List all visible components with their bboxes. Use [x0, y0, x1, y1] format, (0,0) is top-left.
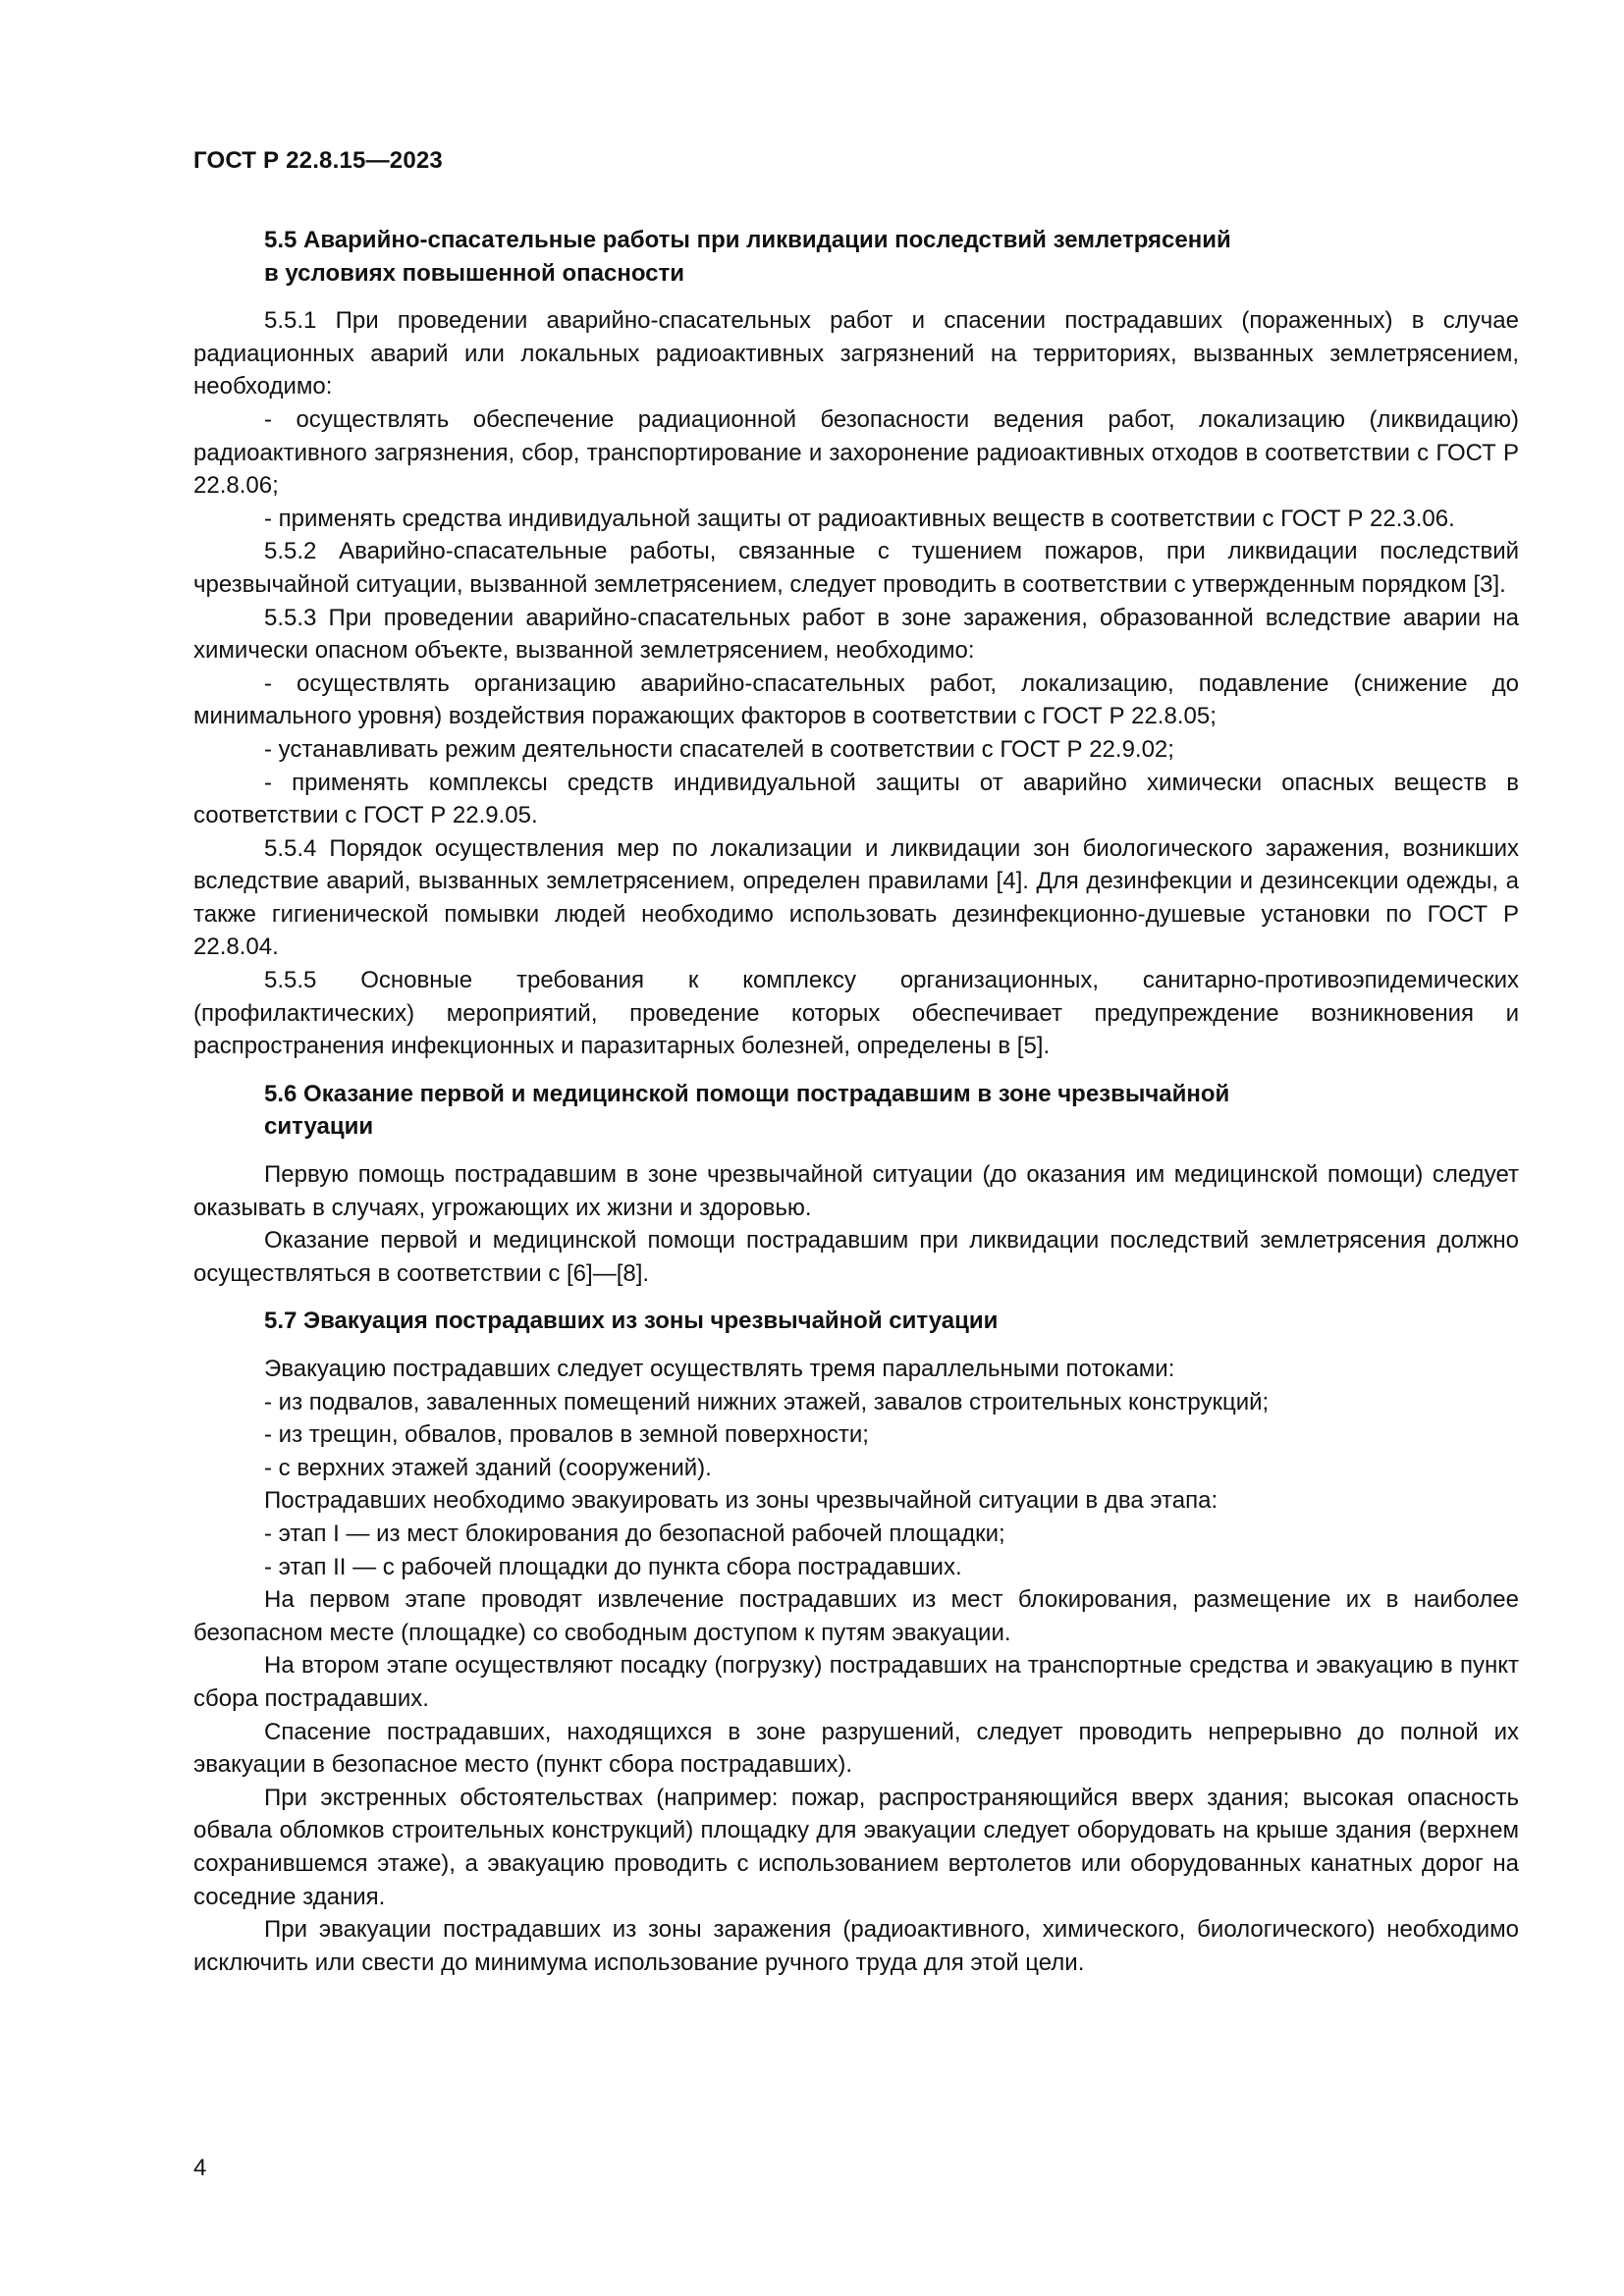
list-item: - из трещин, обвалов, провалов в земной поверхности;	[264, 1421, 869, 1449]
section-title-line: 5.6 Оказание первой и медицинской помощи пострадавшим в зоне чрезвычайной	[264, 1080, 1230, 1107]
paragraph: На втором этапе осуществляют посадку (погрузку) пострадавших на транспортные средства и эвакуацию в пункт сбора пострадавших.	[193, 1652, 1519, 1712]
paragraph: Спасение пострадавших, находящихся в зоне разрушений, следует проводить непрерывно до полной их эвакуации в безопасное место (пункт сбора пострадавших).	[193, 1718, 1519, 1779]
paragraph: На первом этапе проводят извлечение пострадавших из мест блокирования, размещение их в наиболее безопасном месте (площадке) со свободным доступом к путям эвакуации.	[193, 1586, 1519, 1646]
paragraph-5-5-1: 5.5.1 При проведении аварийно-спасательных работ и спасении пострадавших (пораженных) в случае радиационных аварий или локальных радиоактивных загрязнений на территориях, вызванных землетрясением, необходимо:	[193, 307, 1519, 400]
paragraph: При экстренных обстоятельствах (например: пожар, распространяющийся вверх здания; высокая опасность обвала обломков строительных конструкций) площадку для эвакуации следует оборудовать на крыше здания (верхнем сохранившемся этаже), а эвакуацию проводить с использованием вертолетов или оборудованных канатных дорог на соседние здания.	[193, 1784, 1519, 1910]
paragraph: Оказание первой и медицинской помощи пострадавшим при ликвидации последствий землетрясения должно осуществляться в соответствии с [6]—[8].	[193, 1227, 1519, 1287]
paragraph: При эвакуации пострадавших из зоны заражения (радиоактивного, химического, биологического) необходимо исключить или свести до минимума использование ручного труда для этой цели.	[193, 1916, 1519, 1976]
list-item: - применять комплексы средств индивидуальной защиты от аварийно химически опасных веществ в соответствии с ГОСТ Р 22.9.05.	[193, 769, 1519, 829]
list-item: - осуществлять обеспечение радиационной безопасности ведения работ, локализацию (ликвидацию) радиоактивного загрязнения, сбор, транспортирование и захоронение радиоактивных отходов в соответствии с ГОСТ Р 22.8.06;	[193, 405, 1519, 500]
page-number: 4	[193, 2155, 207, 2181]
section-5-6-heading	[193, 1078, 1519, 1144]
paragraph-5-5-4: 5.5.4 Порядок осуществления мер по локализации и ликвидации зон биологического заражения, возникших вследствие аварий, вызванных землетрясением, определен правилами [4]. Для дезинфекции и дезинсекции одежды, а также гигиенической помывки людей необходимо использовать дезинфекционно-душевые установки по ГОСТ Р 22.8.04.	[193, 834, 1519, 961]
section-5-7-heading: 5.7 Эвакуация пострадавших из зоны чрезвычайной ситуации	[264, 1308, 999, 1335]
section-5-5-heading	[193, 224, 1519, 290]
paragraph-5-5-3: 5.5.3 При проведении аварийно-спасательных работ в зоне заражения, образованной вследствие аварии на химически опасном объекте, вызванной землетрясением, необходимо:	[193, 604, 1519, 665]
section-title-line: в условиях повышенной опасности	[264, 259, 685, 287]
paragraph-5-5-2: 5.5.2 Аварийно-спасательные работы, связанные с тушением пожаров, при ликвидации последствий чрезвычайной ситуации, вызванной землетрясением, следует проводить в соответствии с утвержденным порядком [3].	[193, 538, 1519, 598]
list-item: - осуществлять организацию аварийно-спасательных работ, локализацию, подавление (снижение до минимального уровня) воздействия поражающих факторов в соответствии с ГОСТ Р 22.8.05;	[193, 669, 1519, 730]
list-item: - с верхних этажей зданий (сооружений).	[264, 1454, 712, 1481]
list-item: - этап II — с рабочей площадки до пункта сбора пострадавших.	[264, 1553, 962, 1580]
paragraph-5-5-5: 5.5.5 Основные требования к комплексу организационных, санитарно-противоэпидемических (профилактических) мероприятий, проведение которых обеспечивает предупреждение возникновения и распространения инфекционных и паразитарных болезней, определены в [5].	[193, 967, 1519, 1060]
page-content	[193, 224, 1519, 1979]
list-item: - этап I — из мест блокирования до безопасной рабочей площадки;	[264, 1520, 1005, 1547]
paragraph: Первую помощь пострадавшим в зоне чрезвычайной ситуации (до оказания им медицинской помощи) следует оказывать в случаях, угрожающих их жизни и здоровью.	[193, 1161, 1519, 1221]
list-item: - применять средства индивидуальной защиты от радиоактивных веществ в соответствии с ГОСТ Р 22.3.06.	[264, 505, 1455, 532]
list-item: - устанавливать режим деятельности спасателей в соответствии с ГОСТ Р 22.9.02;	[264, 735, 1174, 763]
paragraph: Пострадавших необходимо эвакуировать из зоны чрезвычайной ситуации в два этапа:	[264, 1487, 1218, 1515]
section-title-line: 5.5 Аварийно-спасательные работы при ликвидации последствий землетрясений	[264, 227, 1231, 253]
paragraph: Эвакуацию пострадавших следует осуществлять тремя параллельными потоками:	[264, 1356, 1175, 1382]
section-title-line: ситуации	[264, 1113, 374, 1141]
list-item: - из подвалов, заваленных помещений нижних этажей, завалов строительных конструкций;	[264, 1388, 1270, 1415]
document-header: ГОСТ Р 22.8.15—2023	[193, 147, 443, 174]
